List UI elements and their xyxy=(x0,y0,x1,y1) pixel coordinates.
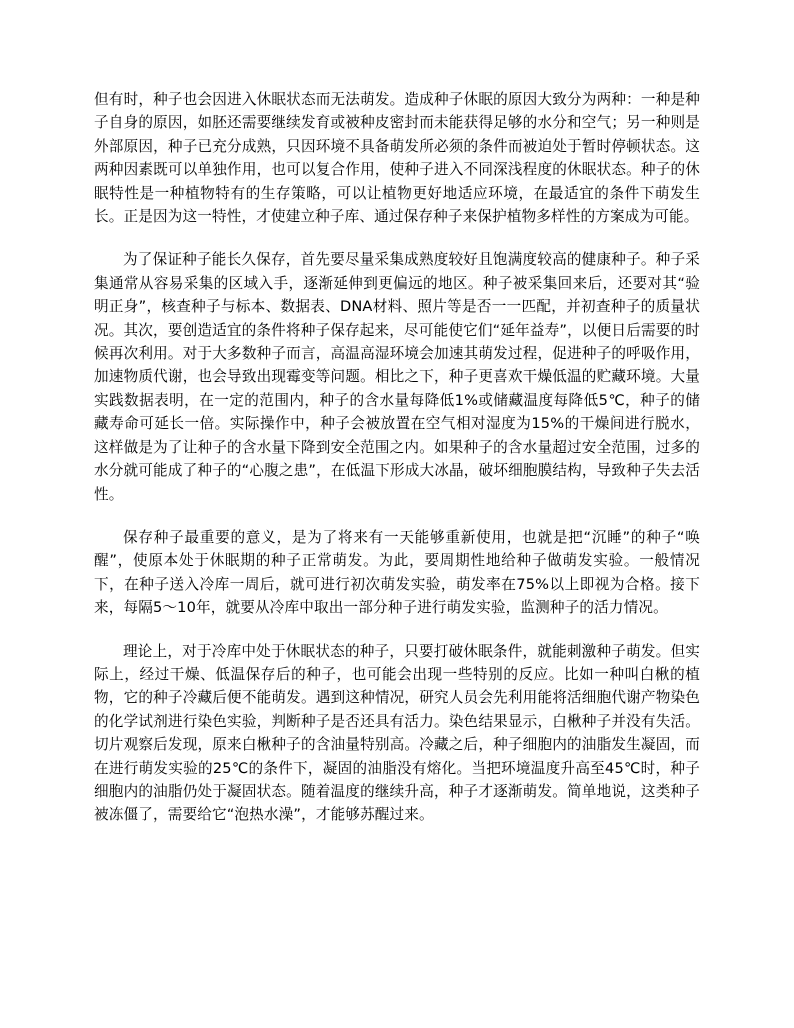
document-page xyxy=(94,88,700,847)
paragraph-2: 为了保证种子能长久保存，首先要尽量采集成熟度较好且饱满度较高的健康种子。种子采集通常从容易采集的区域入手，逐渐延伸到更偏远的地区。种子被采集回来后，还要对其“验明正身”，核查种子与标本、数据表、DNA材料、照片等是否一一匹配，并初查种子的质量状况。其次，要创造适宜的条件将种子保存起来，尽可能使它们“延年益寿”，以便日后需要的时候再次利用。对于大多数种子而言，高温高湿环境会加速其萌发过程，促进种子的呼吸作用，加速物质代谢，也会导致出现霉变等问题。相比之下，种子更喜欢干燥低温的贮藏环境。大量实践数据表明，在一定的范围内，种子的含水量每降低1%或储藏温度每降低5℃，种子的储藏寿命可延长一倍。实际操作中，种子会被放置在空气相对湿度为15%的干燥间进行脱水，这样做是为了让种子的含水量下降到安全范围之内。如果种子的含水量超过安全范围，过多的水分就可能成了种子的“心腹之患”，在低温下形成大冰晶，破坏细胞膜结构，导致种子失去活性。 xyxy=(94,251,700,503)
paragraph-1: 但有时，种子也会因进入休眠状态而无法萌发。造成种子休眠的原因大致分为两种：一种是种子自身的原因，如胚还需要继续发育或被种皮密封而未能获得足够的水分和空气；另一种则是外部原因，种子已充分成熟，只因环境不具备萌发所必须的条件而被迫处于暂时停顿状态。这两种因素既可以单独作用，也可以复合作用，使种子进入不同深浅程度的休眠状态。种子的休眠特性是一种植物特有的生存策略，可以让植物更好地适应环境，在最适宜的条件下萌发生长。正是因为这一特性，才使建立种子库、通过保存种子来保护植物多样性的方案成为可能。 xyxy=(94,91,700,226)
paragraph-4: 理论上，对于冷库中处于休眠状态的种子，只要打破休眠条件，就能刺激种子萌发。但实际上，经过干燥、低温保存后的种子，也可能会出现一些特别的反应。比如一种叫白楸的植物，它的种子冷藏后便不能萌发。遇到这种情况，研究人员会先利用能将活细胞代谢产物染色的化学试剂进行染色实验，判断种子是否还具有活力。染色结果显示，白楸种子并没有失活。切片观察后发现，原来白楸种子的含油量特别高。冷藏之后，种子细胞内的油脂发生凝固，而在进行萌发实验的25℃的条件下，凝固的油脂没有熔化。当把环境温度升高至45℃时，种子细胞内的油脂仍处于凝固状态。随着温度的继续升高，种子才逐渐萌发。简单地说，这类种子被冻僵了，需要给它“泡热水澡”，才能够苏醒过来。 xyxy=(94,642,700,824)
paragraph-3: 保存种子最重要的意义，是为了将来有一天能够重新使用，也就是把“沉睡”的种子“唤醒”，使原本处于休眠期的种子正常萌发。为此，要周期性地给种子做萌发实验。一般情况下，在种子送入冷库一周后，就可进行初次萌发实验，萌发率在75%以上即视为合格。接下来，每隔5～10年，就要从冷库中取出一部分种子进行萌发实验，监测种子的活力情况。 xyxy=(94,528,700,617)
